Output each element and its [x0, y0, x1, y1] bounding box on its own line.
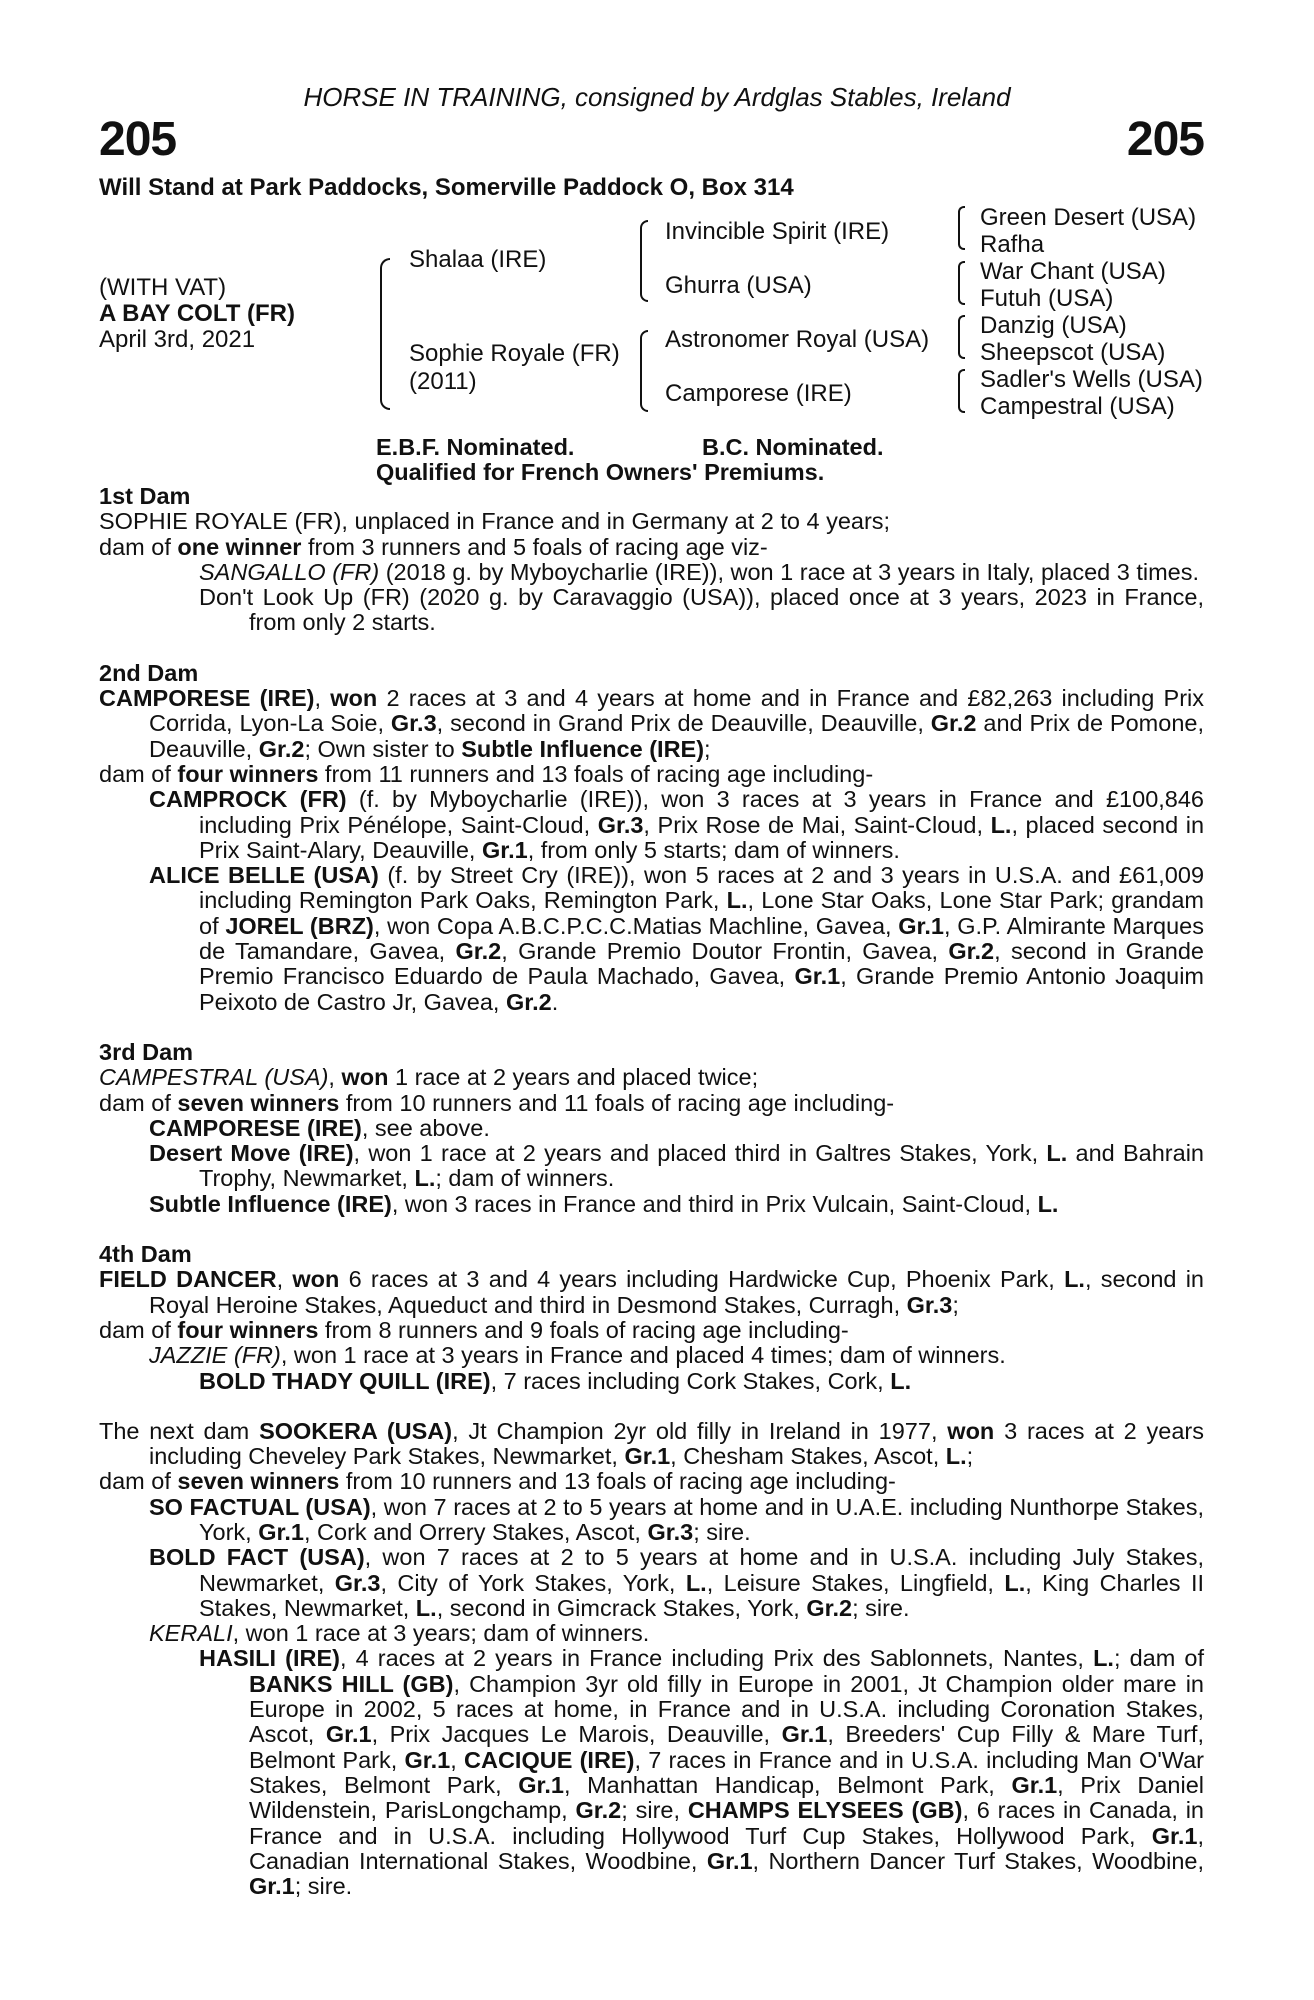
produce-entry: ALICE BELLE (USA) (f. by Street Cry (IRE)), won 5 races at 2 and 3 years in U.S.A. and £61,009 including Remington Park Oaks, Remington Park, L., Lone Star Oaks, Lone Star Park; grandam of JOREL (BRZ), won Copa A.B.C.P.C.C.Matias Machline, Gavea, Gr.1, G.P. Almirante Marques de Tamandare, Gavea, Gr.2, Grande Premio Doutor Frontin, Gavea, Gr.2, second in Grande Premio Francisco Eduardo de Paula Machado, Gavea, Gr.1, Grande Premio Antonio Joaquim Peixoto de Castro Jr, Gavea, Gr.2. — [149, 862, 1205, 1015]
brace-g1 — [958, 206, 965, 250]
produce-entry: CAMPORESE (IRE), see above. — [149, 1114, 490, 1141]
third-dam-section — [99, 1040, 1204, 1217]
dam-produce-summary: dam of four winners from 11 runners and 13 foals of racing age including- — [99, 760, 874, 787]
dam-summary: SOPHIE ROYALE (FR), unplaced in France and in Germany at 2 to 4 years; — [99, 508, 891, 535]
pedigree-sire-dam: Ghurra (USA) — [665, 272, 812, 299]
brace-g2 — [958, 261, 965, 305]
next-dam-section — [99, 1419, 1204, 1900]
produce-entry: JAZZIE (FR), won 1 race at 3 years in France and placed 4 times; dam of winners. — [149, 1342, 1006, 1369]
pedigree-dam: Sophie Royale (FR) — [409, 340, 620, 367]
french-premium: Qualified for French Owners' Premiums. — [376, 459, 825, 485]
pedigree-dam-sire: Astronomer Royal (USA) — [665, 326, 930, 353]
section-heading: 4th Dam — [99, 1241, 192, 1268]
pedigree-gg7: Sadler's Wells (USA) — [980, 366, 1203, 393]
pedigree-gg8: Campestral (USA) — [980, 393, 1175, 420]
dam-produce-summary: dam of one winner from 3 runners and 5 foals of racing age viz- — [99, 533, 768, 560]
produce-entry: Subtle Influence (IRE), won 3 races in France and third in Prix Vulcain, Saint-Cloud, L. — [149, 1190, 1059, 1217]
vat-note: (WITH VAT) — [99, 274, 227, 301]
produce-entry: Desert Move (IRE), won 1 race at 2 years and placed third in Galtres Stakes, York, L. and Bahrain Trophy, Newmarket, L.; dam of winners. — [149, 1140, 1204, 1192]
produce-entry: KERALI, won 1 race at 3 years; dam of winners. — [149, 1620, 650, 1647]
dam-produce-summary: dam of seven winners from 10 runners and 13 foals of racing age including- — [99, 1468, 896, 1495]
brace-dam — [640, 330, 648, 412]
catalogue-body — [99, 484, 1204, 1899]
produce-entry: Don't Look Up (FR) (2020 g. by Caravaggio (USA)), placed once at 3 years, 2023 in France, from only 2 starts. — [199, 584, 1204, 636]
stand-location: Will Stand at Park Paddocks, Somerville Paddock O, Box 314 — [99, 174, 794, 201]
pedigree-sire-sire: Invincible Spirit (IRE) — [665, 218, 890, 245]
first-dam-section — [99, 484, 1204, 636]
produce-entry: SO FACTUAL (USA), won 7 races at 2 to 5 years at home and in U.A.E. including Nunthorpe Stakes, York, Gr.1, Cork and Orrery Stakes, Ascot, Gr.3; sire. — [149, 1493, 1204, 1545]
pedigree-gg2: Rafha — [980, 231, 1045, 258]
foaling-date: April 3rd, 2021 — [99, 326, 256, 353]
second-dam-section — [99, 661, 1204, 1015]
section-heading: 1st Dam — [99, 483, 191, 509]
ebf-nomination: E.B.F. Nominated. — [376, 434, 575, 460]
fourth-dam-section — [99, 1242, 1204, 1394]
bc-nomination: B.C. Nominated. — [702, 434, 884, 460]
pedigree-gg6: Sheepscot (USA) — [980, 339, 1166, 366]
pedigree-dam-year: (2011) — [409, 368, 477, 395]
produce-entry: BOLD THADY QUILL (IRE), 7 races including Cork Stakes, Cork, L. — [199, 1367, 912, 1394]
produce-entry: SANGALLO (FR) (2018 g. by Myboycharlie (IRE)), won 1 race at 3 years in Italy, placed 3 times. — [199, 558, 1200, 585]
pedigree-gg5: Danzig (USA) — [980, 312, 1127, 339]
pedigree-sire: Shalaa (IRE) — [409, 246, 547, 273]
dam-produce-summary: dam of four winners from 8 runners and 9 foals of racing age including- — [99, 1316, 849, 1343]
produce-entry: HASILI (IRE), 4 races at 2 years in France including Prix des Sablonnets, Nantes, L.; dam of BANKS HILL (GB), Champion 3yr old filly in Europe in 2001, Jt Champion older mare in Europe in 2002, 5 races at home, in France and in U.S.A. including Coronation Stakes, Ascot, Gr.1, Prix Jacques Le Marois, Deauville, Gr.1, Breeders' Cup Filly & Mare Turf, Belmont Park, Gr.1, CACIQUE (IRE), 7 races in France and in U.S.A. including Man O'War Stakes, Belmont Park, Gr.1, Manhattan Handicap, Belmont Park, Gr.1, Prix Daniel Wildenstein, ParisLongchamp, Gr.2; sire, CHAMPS ELYSEES (GB), 6 races in Canada, in France and in U.S.A. including Hollywood Turf Cup Stakes, Hollywood Park, Gr.1, Canadian International Stakes, Woodbine, Gr.1, Northern Dancer Turf Stakes, Woodbine, Gr.1; sire. — [199, 1645, 1205, 1900]
dam-summary: The next dam SOOKERA (USA), Jt Champion 2yr old filly in Ireland in 1977, won 3 races at 2 years including Cheveley Park Stakes, Newmarket, Gr.1, Chesham Stakes, Ascot, L.; — [99, 1417, 1205, 1470]
dam-produce-summary: dam of seven winners from 10 runners and 11 foals of racing age including- — [99, 1089, 895, 1116]
section-heading: 2nd Dam — [99, 659, 199, 686]
lot-number-right: 205 — [1126, 113, 1204, 166]
dam-summary: CAMPORESE (IRE), won 2 races at 3 and 4 years at home and in France and £82,263 including Prix Corrida, Lyon-La Soie, Gr.3, second in Grand Prix de Deauville, Deauville, Gr.2 and Prix de Pomone, Deauville, Gr.2; Own sister to Subtle Influence (IRE); — [99, 685, 1205, 762]
pedigree-gg3: War Chant (USA) — [980, 258, 1166, 285]
section-heading: 3rd Dam — [99, 1038, 194, 1065]
pedigree-dam-dam: Camporese (IRE) — [665, 380, 852, 407]
lot-number-left: 205 — [99, 113, 177, 166]
pedigree-gg1: Green Desert (USA) — [980, 204, 1197, 231]
brace-sire — [640, 220, 648, 302]
produce-entry: BOLD FACT (USA), won 7 races at 2 to 5 years at home and in U.S.A. including July Stakes, Newmarket, Gr.3, City of York Stakes, York, L., Leisure Stakes, Lingfield, L., King Charles II Stakes, Newmarket, L., second in Gimcrack Stakes, York, Gr.2; sire. — [149, 1544, 1205, 1621]
dam-summary: FIELD DANCER, won 6 races at 3 and 4 years including Hardwicke Cup, Phoenix Park, L., second in Royal Heroine Stakes, Aqueduct and third in Desmond Stakes, Curragh, Gr.3; — [99, 1266, 1204, 1318]
pedigree-gg4: Futuh (USA) — [980, 285, 1114, 312]
brace-g3 — [958, 315, 965, 359]
produce-entry: CAMPROCK (FR) (f. by Myboycharlie (IRE)), won 3 races at 3 years in France and £100,846 including Prix Pénélope, Saint-Cloud, Gr.3, Prix Rose de Mai, Saint-Cloud, L., placed second in Prix Saint-Alary, Deauville, Gr.1, from only 5 starts; dam of winners. — [149, 786, 1205, 863]
brace-g4 — [958, 369, 965, 413]
brace-main — [380, 258, 390, 410]
dam-summary: CAMPESTRAL (USA), won 1 race at 2 years and placed twice; — [99, 1064, 759, 1091]
horse-name: A BAY COLT (FR) — [99, 300, 295, 327]
page-header: HORSE IN TRAINING, consigned by Ardglas Stables, Ireland — [303, 82, 1011, 112]
